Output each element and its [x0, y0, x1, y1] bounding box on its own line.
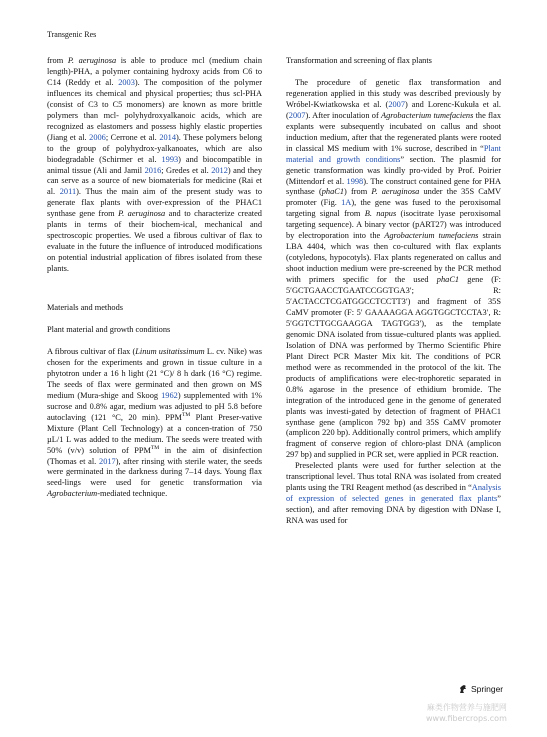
text-run: Preselected plants were used for further selection at the transcriptional level. Thus total RNA was isolated from created plants using the TRI Reagent method (as described in “: [286, 461, 501, 493]
text-run: ” section. The plasmid for genetic transformation was kindly pro-vided by Prof. Poirier (Mittendorf et al.: [286, 154, 501, 186]
italic-text: P. aeruginosa: [67, 56, 117, 65]
text-run: from: [47, 56, 68, 65]
section-heading-materials: Materials and methods: [47, 303, 124, 313]
text-run: ). Thus the main aim of the present study was to generate flax plants with over-expression of the PHAC1 synthase gene from: [47, 187, 263, 219]
reference-link[interactable]: 2017: [99, 456, 116, 466]
left-column: [47, 56, 262, 500]
italic-text: Linum usitatissimum: [135, 346, 205, 356]
reference-link[interactable]: 2003: [118, 77, 135, 87]
text-run: ” section), and after removing DNA by digestion with DNase I, RNA was used for: [286, 494, 501, 526]
text-run: gene (F: 5′GCTGAACCTGAATCCGGTGA3′; R: 5′ACTACCTCGATGGCCTCCTT3′) and fragment of 35S CaMV promoter (F: 5′ GAAAAGGA AGGTGGCTCCTA3′, R: 5′GGTCTTGCGAAGGA TAGTGG3′), as the template genomic DNA isolated from tissue-cultured plants was applied. Isolation of DNA was performed by Thermo Scientific Phire Plant Direct PCR Master Mix kit. The conditions of PCR method were as recommended in the protocol of the kit. The products of amplifications were elec-trophoretic separated in 0.8% agarose in the presence of ethidium bromide. The integration of the introduced gene in the genome of generated plants was investi-gated by detection of fragment of PHAC1 synthase gene (amplicon 792 bp) and 35S CaMV promoter (amplicon 220 bp). Additionally control primers, which amplify fragment of conserve region of chloro-plast DNA (amplicon 297 bp) and supplied in PCR set, were applied in PCR reaction.: [286, 275, 501, 460]
watermark: [426, 702, 507, 724]
text-run: ) and they can serve as a source of new biomaterials for medicine (Rai et al.: [47, 165, 262, 197]
reference-link[interactable]: Analysis of expression of selected genes in generated flax plants: [286, 483, 501, 504]
text-run: ). The construct contained gene for PHA synthase (: [286, 176, 501, 197]
italic-text: phaC1: [321, 187, 344, 197]
reference-link[interactable]: 2012: [211, 165, 228, 175]
text-run: under the 35S CaMV promoter (Fig.: [286, 187, 502, 208]
reference-link[interactable]: 2016: [144, 165, 162, 175]
text-run: Plant Preser-vative Mixture (Plant Cell Technology) at a concen-tration of 750 µL/1 L was added to the medium. The seeds were treated with 50% (v/v) solution of PPM: [47, 412, 262, 455]
reference-link[interactable]: 2006: [89, 132, 106, 142]
reference-link[interactable]: 1A: [341, 198, 352, 208]
italic-text: Agrobacterium tumefaciens: [384, 231, 479, 241]
springer-horse-icon: [458, 684, 468, 694]
text-run: ) and biocompatible in animal tissue (Ali and Jamil: [47, 154, 262, 175]
text-run: the flax explants were subsequently incubated on callus and shoot induction medium, after that the regenerated plants were rooted in classical MS medium with 1% sucrose, described in “: [286, 110, 502, 153]
right-paragraph-1: [286, 78, 501, 461]
text-run: ; Cerrone et al.: [105, 132, 160, 142]
text-run: ). The composition of the polymer influences its chemical and physical properties; thus scl-PHA (consist of C3 to C5 monomers) are known as more brittle polymers than mcl- polyhydroxyalkanoic acids, which are recognized as elastomers and possess highly elastic properties (Jiang et al.: [47, 77, 262, 142]
text-run: (isocitrate lyase peroxisomal targeting sequence). A binary vector (pART27) was introduced by electroporation into the: [286, 209, 501, 241]
springer-logo: [458, 684, 503, 694]
text-run: L. cv. Nike) was chosen for the experiments and grown in tissue culture in a phytotron under a 16 h light (21 °C)/ 8 h dark (16 °C) regime. The seeds of flax were germinated and then grown on MS medium (Mura-shige and Skoog: [47, 346, 262, 400]
right-paragraph-2: [286, 461, 501, 527]
reference-link[interactable]: Plant material and growth conditions: [286, 143, 501, 164]
italic-text: P. aeruginosa: [118, 209, 166, 219]
text-run: and to characterize created plants in terms of their biochem-ical, mechanical and spectroscopic properties. We used a fibrous cultivar of flax to evaluate in the future the influence of introduced modifications on potential industrial application of fibres isolated from these plants.: [47, 209, 262, 274]
superscript: TM: [181, 411, 191, 418]
text-run: ) supplemented with 1% sucrose and 0.8% agar, medium was adjusted to pH 5.8 before autoclaving (121 °C, 20 min). PPM: [47, 390, 263, 422]
subsection-plant-material: Plant material and growth conditions: [47, 325, 171, 335]
text-run: ), the gene was fused to the peroxisomal targeting signal from: [286, 198, 501, 219]
italic-text: phaC1: [436, 275, 460, 285]
text-run: A fibrous cultivar of flax (: [47, 346, 136, 356]
watermark-line-2: www.fibercrops.com: [426, 714, 507, 723]
reference-link[interactable]: 2007: [288, 110, 306, 120]
italic-text: P. aeruginosa: [371, 187, 420, 197]
text-run: in the aim of disinfection (Thomas et al.: [47, 445, 262, 466]
italic-text: Agrobacterium tumefaciens: [381, 110, 474, 120]
text-run: ). After inoculation of: [305, 110, 381, 120]
text-run: ), after rinsing with sterile water, the seeds were germinated in the darkness during 7–14 days. Young flax seed-lings were used for genetic transformation via: [47, 456, 262, 488]
text-run: is able to produce mcl (medium chain length)-PHA, a polymer containing hydroxy acids from C6 to C14 (Reddy et al.: [47, 56, 262, 87]
reference-link[interactable]: 2014: [159, 132, 176, 142]
text-run: strain LBA 4404, which was then co-cultured with flax explants (cotyledons, hypocotyls). Flax plants regenerated on callus and shoot induction medium were pre-screened by the PCR method with primers specific for the used: [286, 231, 501, 285]
reference-link[interactable]: 2007: [388, 99, 405, 109]
right-column: [286, 56, 501, 527]
reference-link[interactable]: 1962: [161, 390, 178, 400]
watermark-line-1: 麻类作物营养与施肥网: [426, 703, 507, 712]
text-run: ) and Lorenc-Kukuła et al. (: [286, 99, 501, 120]
subsection-transformation: Transformation and screening of flax plants: [286, 56, 432, 65]
reference-link[interactable]: 2011: [59, 187, 77, 197]
text-run: ) from: [344, 187, 372, 197]
text-run: The procedure of genetic flax transformation and regeneration applied in this study was described previously by Wróbel-Kwiatkowska et al. (: [286, 77, 501, 109]
text-run: ). These polymers belong to the group of polyhydrox-yalkanoates, which are also biodegradable (Schirmer et al.: [47, 132, 263, 164]
publisher-name: Springer: [471, 684, 504, 694]
text-run: -mediated technique.: [97, 489, 168, 499]
italic-text: Agrobacterium: [47, 489, 98, 499]
reference-link[interactable]: 1993: [161, 154, 179, 164]
text-run: ; Gredes et al.: [161, 165, 212, 175]
left-paragraph-2: [47, 347, 262, 500]
journal-title: Transgenic Res: [47, 30, 97, 39]
left-paragraph-1: [47, 56, 262, 275]
reference-link[interactable]: 1998: [346, 176, 364, 186]
superscript: TM: [150, 444, 160, 451]
italic-text: B. napus: [364, 209, 397, 219]
